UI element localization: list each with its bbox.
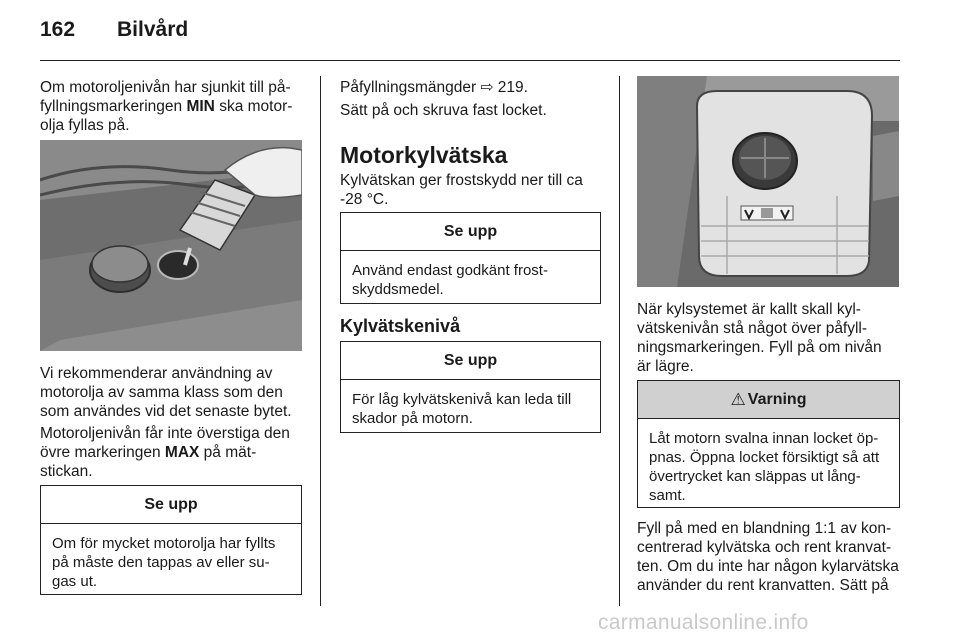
caution-text: Om för mycket motorolja har fyllts på måste den tappas av eller su- gas ut. (52, 535, 276, 590)
oil-max-paragraph: Motoroljenivån får inte överstiga den övre markeringen MAX på mät- stickan. (40, 425, 290, 480)
warning-text: Låt motorn svalna innan locket öp- pnas. Öppna locket försiktigt så att övertrycket kan släppas ut lång- samt. (649, 430, 880, 504)
coolant-mixture-paragraph: Fyll på med en blandning 1:1 av kon- centrerad kylvätska och rent kranvat- ten. Om du inte har någon kylarvätska använder du rent kranvatten. Sätt på (637, 520, 899, 594)
caution-box-oil (40, 485, 302, 595)
oil-intro-paragraph: Om motoroljenivån har sjunkit till på- fyllningsmarkeringen MIN ska motor- olja fyllas på. (40, 79, 293, 134)
warning-triangle-icon: ⚠ (730, 389, 746, 409)
warning-box-hot-engine (637, 380, 900, 508)
coolant-level-paragraph: När kylsystemet är kallt skall kyl- vätskenivån stå något över påfyll- ningsmarkeringen. Fyll på om nivån är lägre. (637, 301, 882, 375)
column-divider-2 (619, 76, 620, 606)
caution-box-coolant-level (340, 341, 601, 433)
header-divider (40, 60, 900, 61)
caution-title: Se upp (341, 342, 600, 380)
caution-text: Använd endast godkänt frost- skyddsmedel. (352, 262, 548, 298)
oil-filling-illustration (40, 140, 302, 351)
watermark-text: carmanualsonline.info (598, 611, 809, 634)
oil-recommendation-paragraph: Vi rekommenderar användning av motorolja av samma klass som den som användes vid det senaste bytet. (40, 365, 292, 420)
caution-box-antifreeze (340, 212, 601, 304)
fill-quantity-reference: Påfyllningsmängder ⇨ 219. (340, 79, 528, 96)
page-title: Bilvård (117, 18, 189, 41)
caution-title: Se upp (341, 213, 600, 251)
column-divider-1 (320, 76, 321, 606)
caution-title: Se upp (41, 486, 301, 524)
section-heading-coolant: Motorkylvätska (340, 142, 508, 168)
cap-instruction: Sätt på och skruva fast locket. (340, 102, 547, 119)
page-number: 162 (40, 18, 76, 41)
page-reference-icon: ⇨ (480, 79, 494, 96)
caution-text: För låg kylvätskenivå kan leda till skador på motorn. (352, 391, 572, 427)
warning-title: ⚠ Varning (638, 381, 899, 419)
subsection-heading-coolant-level: Kylvätskenivå (340, 316, 461, 336)
coolant-reservoir-illustration (637, 76, 899, 287)
coolant-intro-paragraph: Kylvätskan ger frostskydd ner till ca -28 °C. (340, 172, 583, 208)
